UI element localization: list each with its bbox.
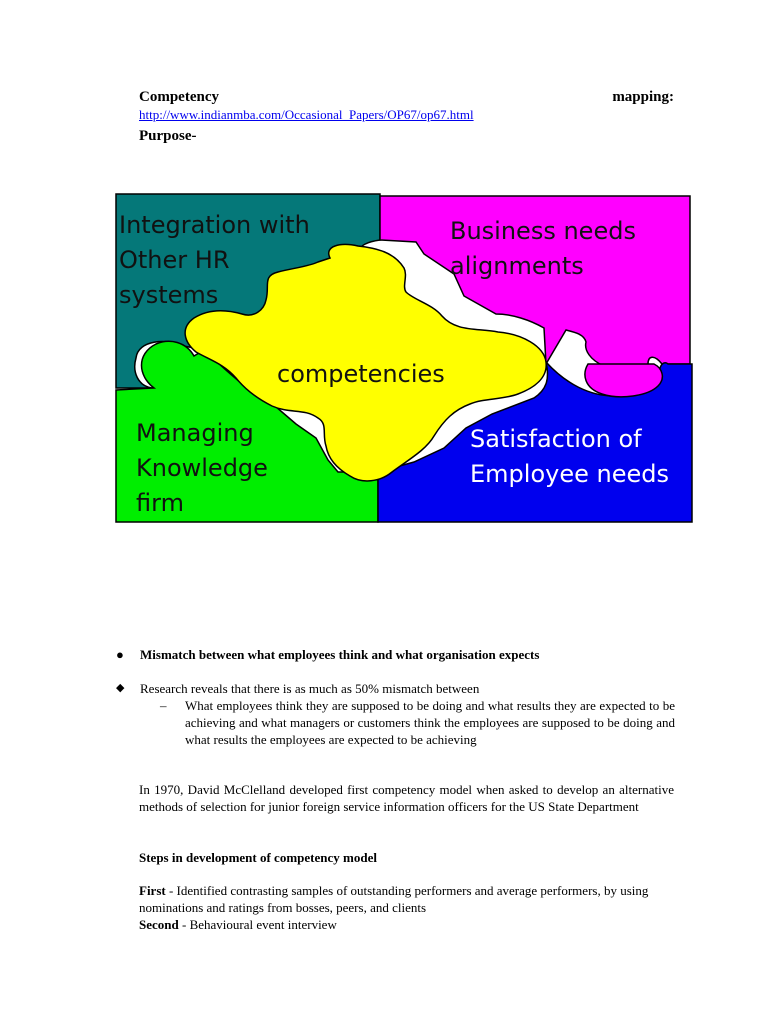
competency-puzzle-diagram xyxy=(114,192,694,526)
bullet-diamond-icon: ◆ xyxy=(116,682,125,694)
heading-left: Competency xyxy=(139,89,219,105)
bullet-text: Research reveals that there is as much as 50% mismatch between xyxy=(140,681,480,696)
dash-icon: – xyxy=(160,698,167,713)
bullet-dot-icon: ● xyxy=(116,647,124,662)
mcclelland-paragraph: In 1970, David McClelland developed first competency model when asked to develop an alternative methods of selection for junior foreign service information officers for the US State Department xyxy=(139,782,674,814)
source-link[interactable]: http://www.indianmba.com/Occasional_Papers/OP67/op67.html xyxy=(139,107,474,122)
teal-piece-text: Integration with Other HR systems xyxy=(119,211,310,309)
magenta-piece-text: Business needs alignments xyxy=(450,217,636,280)
heading-row xyxy=(139,88,674,106)
purpose-label: Purpose- xyxy=(139,128,197,144)
green-piece-text: Managing Knowledge firm xyxy=(136,419,268,517)
step-second-label: Second xyxy=(139,917,179,932)
sub-bullet-text: What employees think they are supposed to be doing and what results they are expected to be achieving and what managers or customers think the employees are supposed to be doing and what results the employees are expected to be achieving xyxy=(185,698,675,747)
steps-heading: Steps in development of competency model xyxy=(139,850,377,865)
step-second-text: - Behavioural event interview xyxy=(178,917,337,932)
step-first-label: First xyxy=(139,883,166,898)
step-first-text: - Identified contrasting samples of outstanding performers and average performers, by using nominations and ratings from bosses, peers, and clients xyxy=(139,883,649,915)
blue-piece-text: Satisfaction of Employee needs xyxy=(470,425,669,488)
bullet-text: Mismatch between what employees think and what organisation expects xyxy=(140,647,540,662)
center-piece-text: competencies xyxy=(277,360,445,388)
heading-right: mapping: xyxy=(612,89,674,105)
steps-paragraph xyxy=(139,882,674,933)
